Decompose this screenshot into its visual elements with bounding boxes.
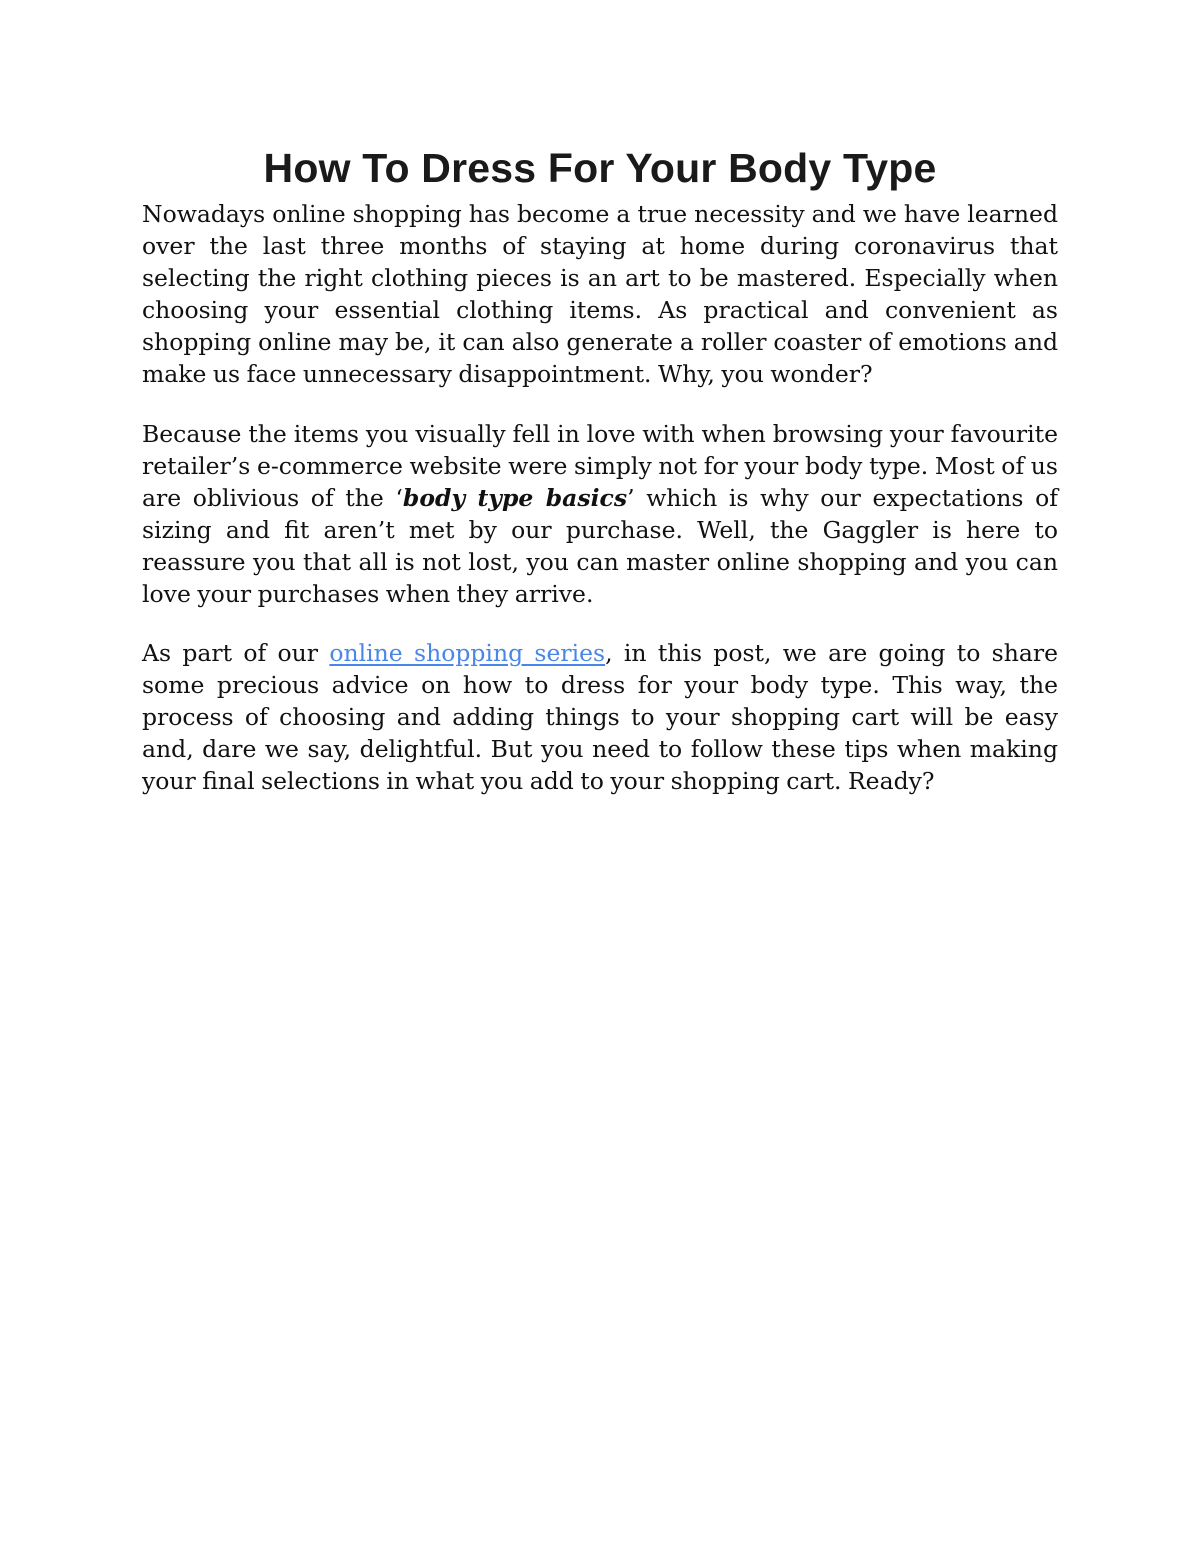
online-shopping-series-link[interactable]: online shopping series: [329, 639, 606, 667]
paragraph-text-after: ’ which is why our expectations of sizing and fit aren’t met by our purchase. Well, the Gaggler is here to reassure you that all is not lost, you can master online shopping and you can love your purchases when they arrive.: [142, 484, 1058, 608]
intro-paragraph: Nowadays online shopping has become a true necessity and we have learned over the last three months of staying at home during coronavirus that selecting the right clothing pieces is an art to be mastered. Especially when choosing your essential clothing items. As practical and convenient as shopping online may be, it can also generate a roller coaster of emotions and make us face unnecessary disappointment. Why, you wonder?: [142, 200, 1058, 388]
paragraph-text-before: As part of our: [142, 639, 330, 667]
paragraph-text-before: Because the items you visually fell in love with when browsing your favourite retailer’s e-commerce website were simply not for your body type. Most of us are oblivious of the ‘: [142, 420, 1058, 512]
series-paragraph: [142, 637, 1058, 797]
document-body: [142, 140, 1058, 797]
body-type-paragraph: [142, 418, 1058, 610]
emphasized-phrase: body type basics: [402, 484, 628, 512]
paragraph-text-after: , in this post, we are going to share some precious advice on how to dress for your body type. This way, the process of choosing and adding things to your shopping cart will be easy and, dare we say, delightful. But you need to follow these tips when making your final selections in what you add to your shopping cart. Ready?: [142, 639, 1058, 795]
document-title: How To Dress For Your Body Type: [263, 145, 937, 191]
